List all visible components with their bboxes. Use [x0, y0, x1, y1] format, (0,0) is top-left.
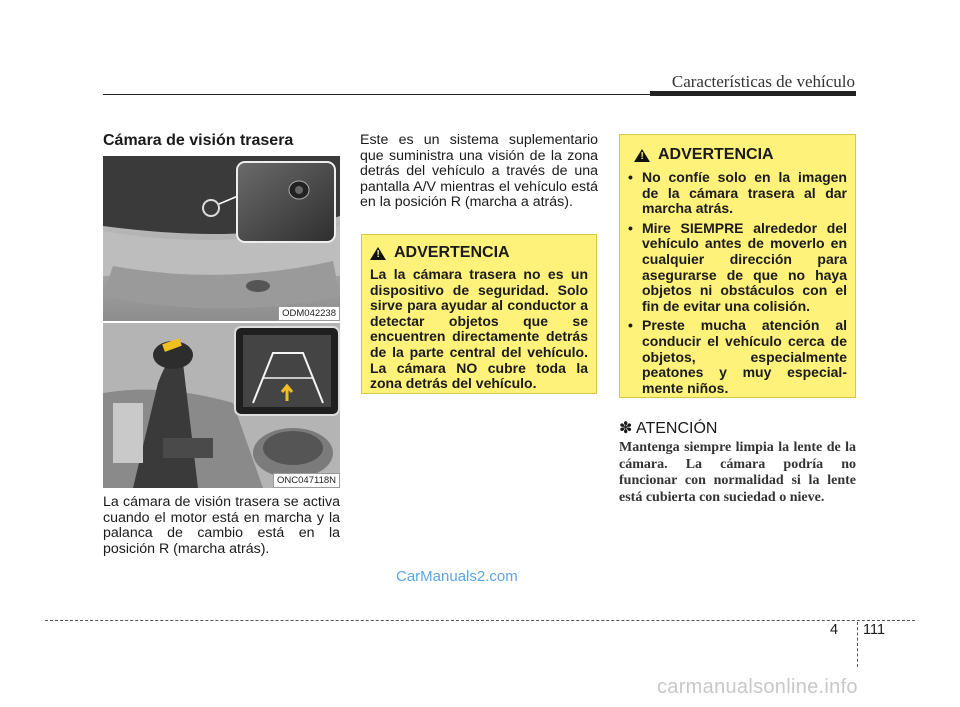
warning-box-2	[619, 134, 856, 398]
gear-display-photo	[103, 323, 340, 488]
middle-body-text: Este es un sistema suplementario que suministra una visión de la zona detrás del vehículo a través de una pantalla A/V mientras el vehículo está en la posición R (marcha a atrás).	[360, 132, 598, 211]
warning-list-item: • Mire SIEMPRE alrededor del vehículo antes de moverlo en cualquier dirección para asegurarse de que no haya objetos ni obstáculos con el fin de evitar una colisión.	[628, 221, 847, 315]
chapter-number: 4	[830, 622, 839, 638]
attention-icon: ✽	[619, 420, 633, 437]
section-title: Cámara de visión trasera	[103, 132, 294, 149]
warning-heading	[370, 244, 588, 262]
photo-code: ONC047118N	[273, 473, 340, 488]
rear-camera-photo	[103, 156, 340, 321]
attention-heading	[619, 418, 717, 438]
warning-list	[628, 170, 847, 396]
attention-title: ATENCIÓN	[635, 420, 718, 437]
warning-triangle-icon: !	[634, 149, 650, 162]
photo-code: ODM042238	[278, 306, 340, 321]
warning-title: ADVERTENCIA	[658, 146, 774, 163]
warning-box-1	[361, 234, 597, 394]
rear-camera-illustration	[103, 156, 340, 321]
running-title: Características de vehículo	[671, 72, 855, 91]
warning-list-item: • No confíe solo en la imagen de la cámara trasera al dar marcha atrás.	[628, 170, 847, 217]
header-rule-accent	[650, 91, 856, 96]
warning-text: La la cámara trasera no es un dispositivo de seguridad. Solo sirve para ayudar al conductor a detectar objetos que se encuentren directamente detrás de la parte central del vehículo. La cámara NO cubre toda la zona detrás del vehículo.	[370, 266, 588, 392]
footer-rule	[45, 620, 915, 621]
warning-triangle-icon: !	[370, 247, 386, 260]
warning-title: ADVERTENCIA	[394, 244, 510, 261]
warning-heading	[634, 146, 847, 164]
gear-shift-illustration	[103, 323, 340, 488]
attention-text: Mantenga siempre limpia la lente de la cámara. La cámara podría no funcionar con normalidad si la lente está cubierta con suciedad o nieve.	[619, 440, 856, 505]
watermark-link[interactable]: carmanualsonline.info	[657, 676, 858, 698]
warning-list-item: • Preste mucha atención al conducir el vehículo cerca de objetos, especialmente peatones y muy especial-mente niños.	[628, 318, 847, 396]
page-number: 111	[863, 622, 886, 638]
footer-divider	[857, 622, 858, 667]
left-body-text: La cámara de visión trasera se activa cuando el motor está en marcha y la palanca de cambio está en la posición R (marcha atrás).	[103, 494, 340, 557]
watermark-link[interactable]: CarManuals2.com	[396, 568, 518, 585]
